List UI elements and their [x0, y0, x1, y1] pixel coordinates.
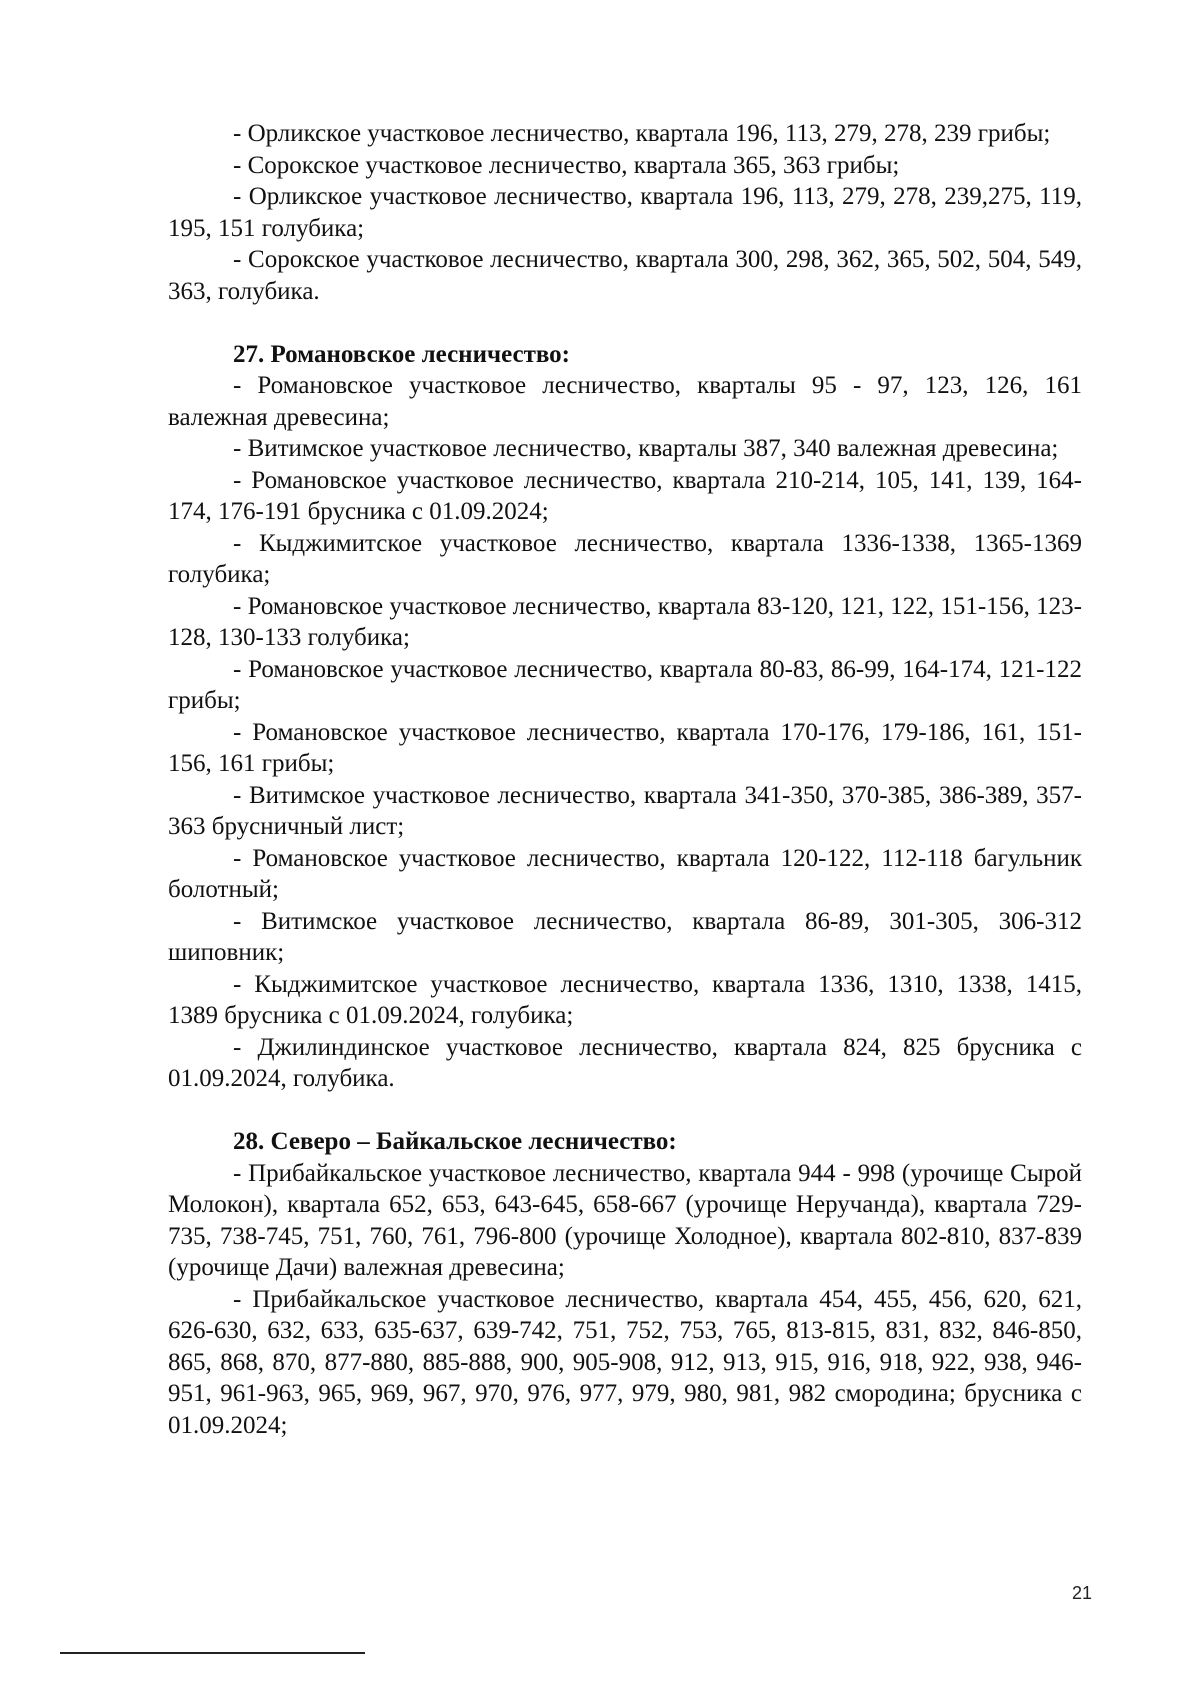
list-item: - Романовское участковое лесничество, кварталы 95 - 97, 123, 126, 161 валежная древесина;: [168, 372, 1082, 431]
footnote-separator: [60, 1652, 365, 1654]
list-item: - Романовское участковое лесничество, квартала 80-83, 86-99, 164-174, 121-122 грибы;: [168, 655, 1082, 714]
list-item: - Сорокское участковое лесничество, квартала 300, 298, 362, 365, 502, 504, 549, 363, голубика.: [168, 246, 1082, 305]
list-item: - Витимское участковое лесничество, кварталы 387, 340 валежная древесина;: [233, 435, 1059, 462]
section-continued: [168, 118, 1082, 307]
list-item: - Кыджимитское участковое лесничество, квартала 1336-1338, 1365-1369 голубика;: [168, 529, 1082, 588]
list-item: - Прибайкальское участковое лесничество, квартала 944 - 998 (урочище Сырой Молокон), квартала 652, 653, 643-645, 658-667 (урочище Неручанда), квартала 729-735, 738-745, 751, 760, 761, 796-800 (урочище Холодное), квартала 802-810, 837-839 (урочище Дачи) валежная древесина;: [168, 1159, 1082, 1281]
list-item: - Орликское участковое лесничество, квартала 196, 113, 279, 278, 239 грибы;: [233, 120, 1051, 147]
section-heading: 27. Романовское лесничество:: [233, 340, 570, 368]
list-item: - Витимское участковое лесничество, квартала 86-89, 301-305, 306-312 шиповник;: [168, 907, 1082, 966]
list-item: - Сорокское участковое лесничество, квартала 365, 363 грибы;: [233, 151, 900, 179]
section-severo-baikalskoe: [168, 1126, 1082, 1441]
section-heading: 28. Северо – Байкальское лесничество:: [233, 1128, 677, 1155]
list-item: - Орликское участковое лесничество, квартала 196, 113, 279, 278, 239,275, 119, 195, 151 голубика;: [168, 183, 1082, 242]
list-item: - Романовское участковое лесничество, квартала 120-122, 112-118 багульник болотный;: [168, 844, 1082, 903]
page-number: 21: [1071, 1583, 1092, 1603]
section-romanovskoe: [168, 339, 1082, 1095]
list-item: - Витимское участковое лесничество, квартала 341-350, 370-385, 386-389, 357-363 брусничный лист;: [168, 781, 1082, 840]
list-item: - Романовское участковое лесничество, квартала 170-176, 179-186, 161, 151-156, 161 грибы;: [168, 718, 1082, 777]
list-item: - Романовское участковое лесничество, квартала 210-214, 105, 141, 139, 164-174, 176-191 брусника с 01.09.2024;: [168, 466, 1082, 525]
list-item: - Кыджимитское участковое лесничество, квартала 1336, 1310, 1338, 1415, 1389 брусника с 01.09.2024, голубика;: [168, 970, 1082, 1029]
list-item: - Прибайкальское участковое лесничество, квартала 454, 455, 456, 620, 621, 626-630, 632, 633, 635-637, 639-742, 751, 752, 753, 765, 813-815, 831, 832, 846-850, 865, 868, 870, 877-880, 885-888, 900, 905-908, 912, 913, 915, 916, 918, 922, 938, 946-951, 961-963, 965, 969, 967, 970, 976, 977, 979, 980, 981, 982 смородина; брусника с 01.09.2024;: [168, 1285, 1082, 1439]
list-item: - Романовское участковое лесничество, квартала 83-120, 121, 122, 151-156, 123-128, 130-133 голубика;: [168, 592, 1082, 651]
list-item: - Джилиндинское участковое лесничество, квартала 824, 825 брусника с 01.09.2024, голубика.: [168, 1033, 1082, 1092]
